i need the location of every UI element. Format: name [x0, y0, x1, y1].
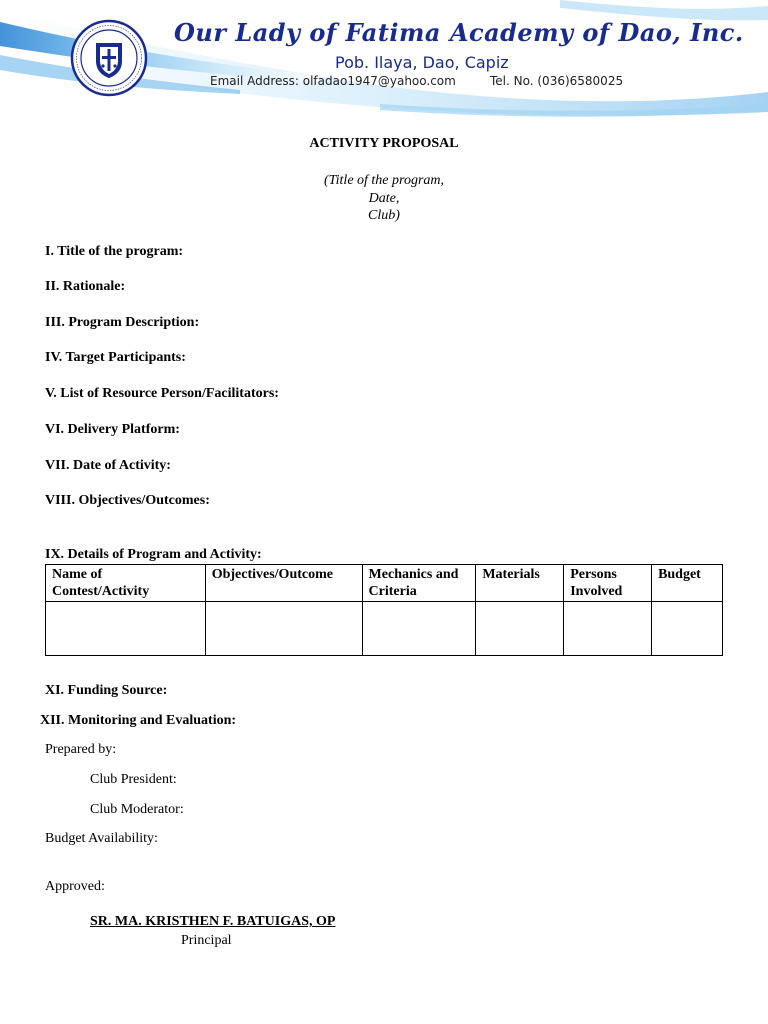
table-cell: [564, 602, 652, 656]
table-header-row: [46, 565, 723, 602]
document-subtitle: [0, 172, 768, 225]
section-program-description: III. Program Description:: [45, 315, 200, 330]
table-header-cell: Name of Contest/Activity: [46, 565, 206, 602]
section-rationale: II. Rationale:: [45, 279, 126, 294]
letterhead: [0, 0, 768, 130]
table-header-cell: Mechanics and Criteria: [362, 565, 476, 602]
table-row: [46, 602, 723, 656]
table-cell: [362, 602, 476, 656]
section-date-of-activity: VII. Date of Activity:: [45, 458, 171, 473]
club-president-label: Club President:: [90, 772, 177, 787]
section-monitoring-evaluation: XII. Monitoring and Evaluation:: [40, 713, 237, 728]
school-name: Our Lady of Fatima Academy of Dao, Inc.: [174, 18, 744, 47]
program-details-table: [45, 564, 723, 656]
section-objectives: VIII. Objectives/Outcomes:: [45, 493, 210, 508]
subtitle-line: Club): [368, 208, 400, 223]
table-header-cell: Budget: [652, 565, 723, 602]
table-header-cell: Persons Involved: [564, 565, 652, 602]
table-header-cell: Objectives/Outcome: [205, 565, 362, 602]
school-telephone: Tel. No. (036)6580025: [490, 74, 624, 88]
table-header-cell: Materials: [476, 565, 564, 602]
principal-name: SR. MA. KRISTHEN F. BATUIGAS, OP: [90, 914, 336, 929]
principal-title: Principal: [181, 933, 232, 948]
subtitle-line: Date,: [368, 190, 400, 206]
table-cell: [652, 602, 723, 656]
document-title: ACTIVITY PROPOSAL: [309, 136, 459, 151]
section-program-details: IX. Details of Program and Activity:: [45, 547, 262, 562]
section-funding-source: XI. Funding Source:: [45, 683, 168, 698]
prepared-by-label: Prepared by:: [45, 742, 117, 757]
school-seal-logo: [70, 19, 148, 97]
section-resource-persons: V. List of Resource Person/Facilitators:: [45, 386, 279, 401]
approved-label: Approved:: [45, 879, 105, 894]
subtitle-line: (Title of the program,: [323, 173, 445, 188]
table-cell: [46, 602, 206, 656]
budget-availability-label: Budget Availability:: [45, 831, 158, 846]
school-email: Email Address: olfadao1947@yahoo.com: [210, 74, 456, 88]
table-cell: [476, 602, 564, 656]
section-target-participants: IV. Target Participants:: [45, 350, 186, 365]
section-delivery-platform: VI. Delivery Platform:: [45, 422, 180, 437]
club-moderator-label: Club Moderator:: [90, 802, 184, 817]
section-title-of-program: I. Title of the program:: [45, 244, 184, 259]
table-cell: [205, 602, 362, 656]
school-address: Pob. Ilaya, Dao, Capiz: [335, 53, 509, 72]
